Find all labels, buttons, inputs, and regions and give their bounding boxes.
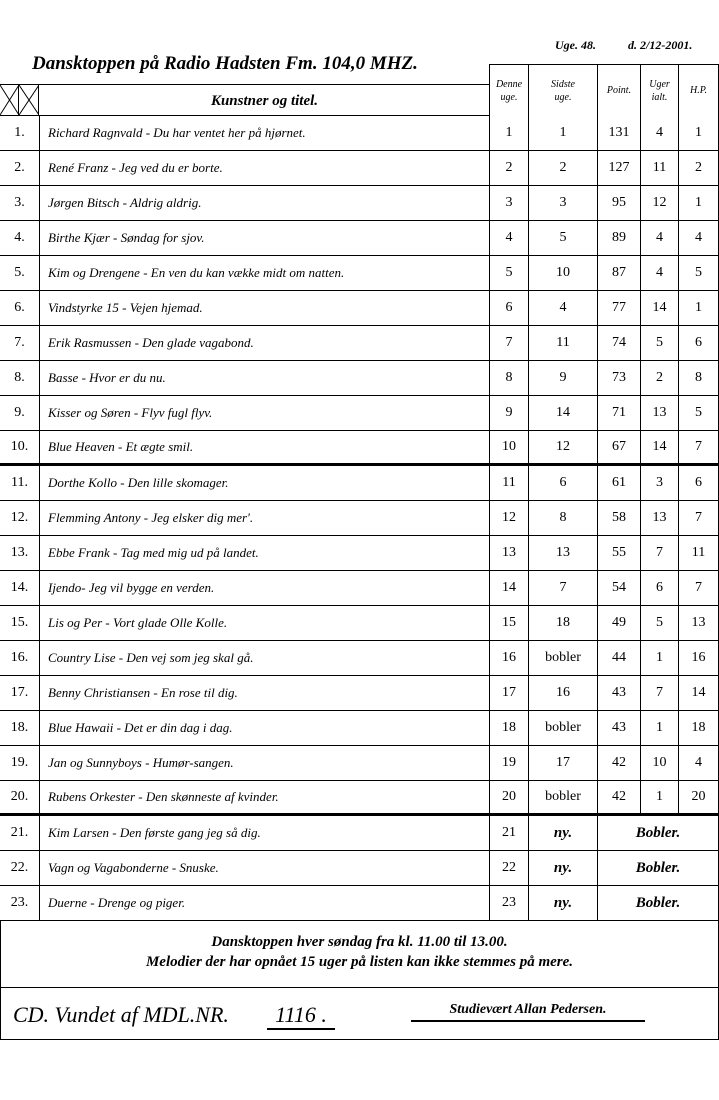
weeks-total-cell: 4 [640,256,678,290]
table-row [0,256,719,291]
position-cell: 14. [0,571,40,605]
artist-title-cell: Blue Heaven - Et ægte smil. [48,439,194,454]
position-cell: 17. [0,676,40,710]
bubbler-row [0,816,719,851]
table-header-artist [0,84,489,116]
last-week-cell: bobler [528,711,597,745]
table-row [0,396,719,431]
points-cell: 43 [597,676,640,710]
artist-title-cell: Kim og Drengene - En ven du kan vække midt om natten. [48,265,345,280]
table-row [0,221,719,256]
artist-title-cell: Erik Rasmussen - Den glade vagabond. [48,335,254,350]
points-cell: 73 [597,361,640,395]
crossed-box-icon [0,85,19,115]
position-cell: 8. [0,361,40,395]
position-cell: 22. [0,851,40,885]
artist-title-cell: Flemming Antony - Jeg elsker dig mer'. [48,510,254,525]
this-week-cell: 15 [489,606,528,640]
artist-title-cell: Blue Hawaii - Det er din dag i dag. [48,720,233,735]
position-cell: 15. [0,606,40,640]
this-week-cell: 21 [489,816,528,850]
artist-title-cell: Ebbe Frank - Tag med mig ud på landet. [48,545,259,560]
position-cell: 1. [0,116,40,150]
points-cell: 71 [597,396,640,430]
weeks-total-cell: 1 [640,781,678,813]
cd-winner-section [0,988,719,1040]
this-week-cell: 1 [489,116,528,150]
table-row [0,361,719,396]
artist-title-cell: Jan og Sunnyboys - Humør-sangen. [48,755,234,770]
artist-title-cell: Ijendo- Jeg vil bygge en verden. [48,580,215,595]
points-cell: 87 [597,256,640,290]
points-cell: 61 [597,466,640,500]
last-week-cell: 2 [528,151,597,185]
footer-note [0,920,719,988]
hp-cell: 6 [678,326,719,360]
position-cell: 5. [0,256,40,290]
artist-title-cell: Lis og Per - Vort glade Olle Kolle. [48,615,228,630]
hp-cell: 5 [678,256,719,290]
weeks-total-cell: 12 [640,186,678,220]
points-cell: 42 [597,746,640,780]
points-cell: 89 [597,221,640,255]
weeks-total-cell: 13 [640,501,678,535]
last-week-cell: 13 [528,536,597,570]
bubbler-status-cell: Bobler. [597,851,719,885]
artist-title-cell: Jørgen Bitsch - Aldrig aldrig. [48,195,202,210]
points-cell: 67 [597,431,640,463]
this-week-cell: 6 [489,291,528,325]
last-week-cell: 7 [528,571,597,605]
position-cell: 2. [0,151,40,185]
hp-cell: 20 [678,781,719,813]
weeks-total-cell: 4 [640,221,678,255]
this-week-cell: 23 [489,886,528,920]
position-cell: 13. [0,536,40,570]
table-row [0,501,719,536]
cd-winner-number: 1116 . [267,1002,335,1030]
weeks-total-cell: 13 [640,396,678,430]
artist-title-cell: Duerne - Drenge og piger. [48,895,186,910]
table-row [0,431,719,466]
artist-title-cell: Benny Christiansen - En rose til dig. [48,685,238,700]
last-week-cell: 1 [528,116,597,150]
this-week-cell: 5 [489,256,528,290]
weeks-total-cell: 10 [640,746,678,780]
this-week-cell: 17 [489,676,528,710]
this-week-cell: 16 [489,641,528,675]
last-week-cell: 9 [528,361,597,395]
position-cell: 9. [0,396,40,430]
last-week-cell: 8 [528,501,597,535]
table-row [0,536,719,571]
hp-cell: 11 [678,536,719,570]
hp-cell: 1 [678,186,719,220]
this-week-cell: 19 [489,746,528,780]
last-week-cell: 5 [528,221,597,255]
points-cell: 77 [597,291,640,325]
table-row [0,326,719,361]
points-cell: 54 [597,571,640,605]
page-title: Dansktoppen på Radio Hadsten Fm. 104,0 MHZ. [32,53,418,74]
weeks-total-cell: 3 [640,466,678,500]
last-week-cell: 4 [528,291,597,325]
points-cell: 55 [597,536,640,570]
hp-cell: 4 [678,746,719,780]
table-row [0,641,719,676]
new-entry-cell: ny. [528,851,597,885]
weeks-total-cell: 6 [640,571,678,605]
position-cell: 7. [0,326,40,360]
last-week-cell: 10 [528,256,597,290]
artist-title-cell: Birthe Kjær - Søndag for sjov. [48,230,205,245]
weeks-total-cell: 14 [640,431,678,463]
last-week-cell: 12 [528,431,597,463]
table-row [0,781,719,816]
position-cell: 3. [0,186,40,220]
this-week-cell: 8 [489,361,528,395]
weeks-total-cell: 4 [640,116,678,150]
hp-cell: 13 [678,606,719,640]
weeks-total-cell: 1 [640,641,678,675]
weeks-total-cell: 5 [640,326,678,360]
artist-title-cell: Kisser og Søren - Flyv fugl flyv. [48,405,213,420]
table-row [0,571,719,606]
weeks-total-cell: 2 [640,361,678,395]
position-cell: 11. [0,466,40,500]
table-row [0,711,719,746]
this-week-header: Denne uge. [489,64,528,116]
points-cell: 74 [597,326,640,360]
artist-title-cell: Kim Larsen - Den første gang jeg så dig. [48,825,261,840]
bubbler-row [0,886,719,921]
points-cell: 42 [597,781,640,813]
weeks-total-cell: 7 [640,676,678,710]
weeks-total-cell: 1 [640,711,678,745]
points-cell: 131 [597,116,640,150]
points-header: Point. [597,64,640,116]
hp-cell: 1 [678,116,719,150]
weeks-total-cell: 11 [640,151,678,185]
last-week-header: Sidste uge. [528,64,597,116]
hp-header: H.P. [678,64,719,116]
hp-cell: 8 [678,361,719,395]
this-week-cell: 4 [489,221,528,255]
hp-cell: 1 [678,291,719,325]
artist-title-cell: Vindstyrke 15 - Vejen hjemad. [48,300,203,315]
cd-winner-label: CD. Vundet af MDL.NR. [13,1002,229,1027]
this-week-cell: 11 [489,466,528,500]
table-row [0,676,719,711]
artist-title-cell: Dorthe Kollo - Den lille skomager. [48,475,229,490]
table-row [0,606,719,641]
last-week-cell: 6 [528,466,597,500]
this-week-cell: 13 [489,536,528,570]
artist-title-cell: René Franz - Jeg ved du er borte. [48,160,223,175]
hp-cell: 18 [678,711,719,745]
position-cell: 10. [0,431,40,463]
last-week-cell: 3 [528,186,597,220]
last-week-cell: 16 [528,676,597,710]
points-cell: 95 [597,186,640,220]
bubbler-row [0,851,719,886]
studio-host: Studievært Allan Pedersen. [411,1000,645,1022]
last-week-cell: 18 [528,606,597,640]
this-week-cell: 20 [489,781,528,813]
crossed-box-icon [19,85,39,115]
points-cell: 44 [597,641,640,675]
new-entry-cell: ny. [528,816,597,850]
rules-note: Melodier der har opnået 15 uger på listen kan ikke stemmes på mere. [145,954,574,970]
last-week-cell: 14 [528,396,597,430]
table-row [0,116,719,151]
this-week-cell: 7 [489,326,528,360]
this-week-cell: 22 [489,851,528,885]
table-row [0,466,719,501]
points-cell: 127 [597,151,640,185]
hp-cell: 6 [678,466,719,500]
artist-title-cell: Rubens Orkester - Den skønneste af kvinder. [48,789,279,804]
points-cell: 58 [597,501,640,535]
position-cell: 4. [0,221,40,255]
hp-cell: 5 [678,396,719,430]
artist-title-header: Kunstner og titel. [210,93,319,109]
new-entry-cell: ny. [528,886,597,920]
bubbler-status-cell: Bobler. [597,816,719,850]
position-cell: 23. [0,886,40,920]
hp-cell: 7 [678,431,719,463]
date-label: d. 2/12-2001. [628,38,693,52]
weeks-total-cell: 5 [640,606,678,640]
artist-title-cell: Richard Ragnvald - Du har ventet her på hjørnet. [48,125,306,140]
this-week-cell: 18 [489,711,528,745]
position-cell: 6. [0,291,40,325]
position-cell: 19. [0,746,40,780]
position-cell: 12. [0,501,40,535]
this-week-cell: 12 [489,501,528,535]
last-week-cell: 17 [528,746,597,780]
table-row [0,186,719,221]
this-week-cell: 14 [489,571,528,605]
artist-title-cell: Country Lise - Den vej som jeg skal gå. [48,650,254,665]
hp-cell: 7 [678,571,719,605]
table-row [0,151,719,186]
hp-cell: 14 [678,676,719,710]
bubbler-status-cell: Bobler. [597,886,719,920]
weeks-total-cell: 14 [640,291,678,325]
weeks-total-cell: 7 [640,536,678,570]
points-cell: 43 [597,711,640,745]
points-cell: 49 [597,606,640,640]
table-row [0,746,719,781]
this-week-cell: 3 [489,186,528,220]
last-week-cell: 11 [528,326,597,360]
hp-cell: 16 [678,641,719,675]
artist-title-cell: Basse - Hvor er du nu. [48,370,166,385]
this-week-cell: 10 [489,431,528,463]
this-week-cell: 9 [489,396,528,430]
weeks-total-header: Uger ialt. [640,64,678,116]
position-cell: 20. [0,781,40,813]
hp-cell: 2 [678,151,719,185]
broadcast-time: Dansktoppen hver søndag fra kl. 11.00 til 13.00. [211,934,508,950]
position-cell: 16. [0,641,40,675]
position-cell: 21. [0,816,40,850]
this-week-cell: 2 [489,151,528,185]
last-week-cell: bobler [528,641,597,675]
last-week-cell: bobler [528,781,597,813]
week-label: Uge. 48. [555,38,596,52]
hp-cell: 7 [678,501,719,535]
hp-cell: 4 [678,221,719,255]
artist-title-cell: Vagn og Vagabonderne - Snuske. [48,860,219,875]
table-row [0,291,719,326]
position-cell: 18. [0,711,40,745]
